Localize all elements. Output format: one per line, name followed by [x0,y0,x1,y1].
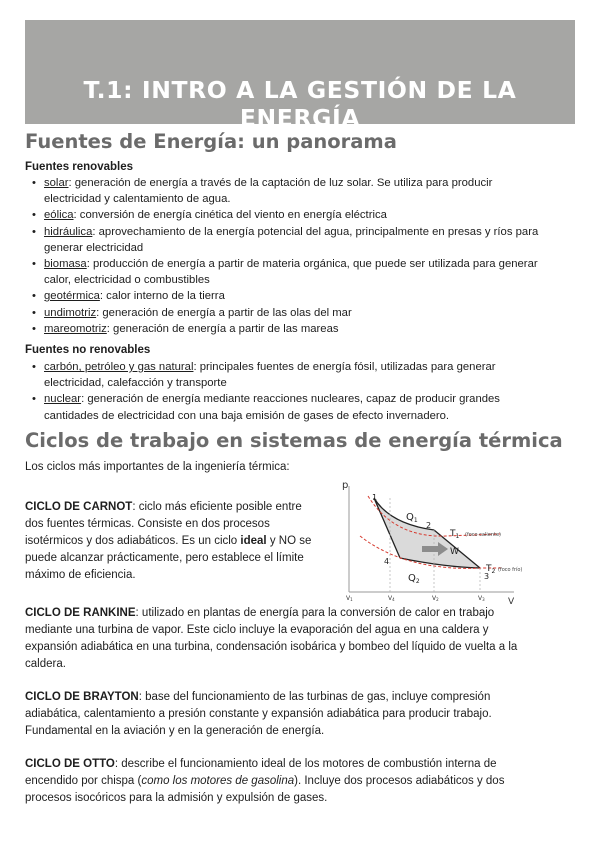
renewable-heading: Fuentes renovables [25,161,134,173]
brayton-paragraph [25,689,535,740]
work-label: W [450,547,459,557]
list-item [25,207,550,223]
v4-sub: 4 [392,597,395,602]
t2-sub: 2 [491,568,496,575]
brayton-text: : base del funcionamiento de las turbinas de gas, incluye compresión adiabática, calentamiento a presión constante y expansión adiabática para producir trabajo. Fundamental en la aviación y en la generación de energía. [25,691,492,737]
carnot-pv-diagram [334,476,530,606]
cycles-heading: Ciclos de trabajo en sistemas de energía térmica [25,429,563,452]
description: : calor interno de la tierra [99,290,225,303]
title-banner [25,20,575,132]
description: : principales fuentes de energía fósil, utilizadas para generar electricidad, calefacción y transporte [44,361,496,390]
carnot-title: CICLO DE CARNOT [25,501,133,513]
q2-sub: 2 [415,578,420,585]
t2-note: (foco frío) [498,567,523,573]
x-axis-label: V [508,597,515,606]
term: geotérmica [44,290,100,303]
otto-text: : describe el funcionamiento ideal de los motores de combustión interna de encendido por chispa ( [25,758,497,787]
v2-text: V [432,595,437,602]
otto-italic: como los motores de gasolina [141,775,295,787]
list-item [25,391,550,423]
term: carbón, petróleo y gas natural [44,361,194,373]
term: hidráulica [44,225,93,238]
q2-text: Q [408,573,416,584]
t2-label [485,564,496,575]
t2-text: T [486,564,492,574]
list-item [25,224,550,256]
list-item [25,288,550,304]
carnot-text: : ciclo más eficiente posible entre dos fuentes térmicas. Consiste en dos procesos isotérmicos y dos adiabáticos. Es un ciclo [25,501,302,547]
carnot-paragraph [25,499,315,584]
q1-text: Q [406,512,414,523]
q1-sub: 1 [413,517,418,524]
v4-text: V [388,595,393,602]
v2-sub: 2 [436,597,439,602]
term: mareomotriz [44,322,107,335]
otto-paragraph [25,756,535,807]
point-3-label: 3 [484,572,490,581]
description: : generación de energía mediante reacciones nucleares, capaz de producir grandes cantidades de electricidad con una baja emisión de gases de efecto invernadero. [44,393,500,422]
t1-label [449,529,460,540]
description: : conversión de energía cinética del viento en energía eléctrica [73,209,387,222]
v3-text: V [478,595,483,602]
term: eólica [44,209,74,222]
v1-text: V [346,595,351,602]
description: : generación de energía a partir de las mareas [106,322,339,335]
rankine-paragraph [25,605,523,673]
q2-label [408,573,420,585]
page-title: T.1: INTRO A LA GESTIÓN DE LA ENERGÍA [83,76,517,132]
sources-heading: Fuentes de Energía: un panorama [25,130,397,153]
t1-note: (foco caliente) [465,532,501,538]
y-axis-label: p [342,480,349,491]
v3-sub: 3 [482,597,485,602]
term: biomasa [44,258,87,271]
point-2-label: 2 [426,521,432,530]
rankine-title: CICLO DE RANKINE [25,607,136,619]
q1-label [406,512,418,524]
otto-title: CICLO DE OTTO [25,758,115,770]
renewable-list [25,175,550,337]
otto-text-2: ). Incluye dos procesos adiabáticos y dos procesos isocóricos para la admisión y expulsión de gases. [25,775,505,804]
v2-tick [432,595,439,602]
rankine-text: : utilizado en plantas de energía para la conversión de calor en trabajo mediante una turbina de vapor. Este ciclo incluye la evaporación del agua en una caldera y expansión adiabática en una turbina, condensación isobárica y bombeo del líquido de vuelta a la caldera. [25,607,518,670]
description: : producción de energía a partir de materia orgánica, que puede ser utilizada para generar calor, electricidad o combustibles [44,258,538,287]
list-item [25,305,550,321]
carnot-text-2: y NO se puede alcanzar prácticamente, pero establece el límite máximo de eficiencia. [25,535,312,581]
list-item [25,175,550,207]
nonrenewable-heading: Fuentes no renovables [25,344,151,356]
point-1-label: 1 [372,493,378,502]
term: undimotriz [44,306,97,319]
nonrenewable-list [25,359,550,424]
list-item [25,359,550,391]
ideal-word: ideal [240,535,267,547]
t1-sub: 1 [455,533,460,540]
description: : aprovechamiento de la energía potencial del agua, principalmente en presas y ríos para generar electricidad [44,225,539,254]
term: solar [44,177,69,189]
term: nuclear [44,393,82,406]
v3-tick [478,595,485,602]
list-item [25,256,550,288]
t1-text: T [450,529,456,539]
description: : generación de energía a través de la captación de luz solar. Se utiliza para producir electricidad y calentamiento de agua. [44,177,493,206]
v1-sub: 1 [350,597,353,602]
v4-tick [388,595,395,602]
point-4-label: 4 [384,557,390,566]
list-item [25,321,550,337]
v1-tick [346,595,353,602]
description: : generación de energía a partir de las olas del mar [96,306,352,319]
cycles-intro: Los ciclos más importantes de la ingeniería térmica: [25,461,290,473]
brayton-title: CICLO DE BRAYTON [25,691,139,703]
